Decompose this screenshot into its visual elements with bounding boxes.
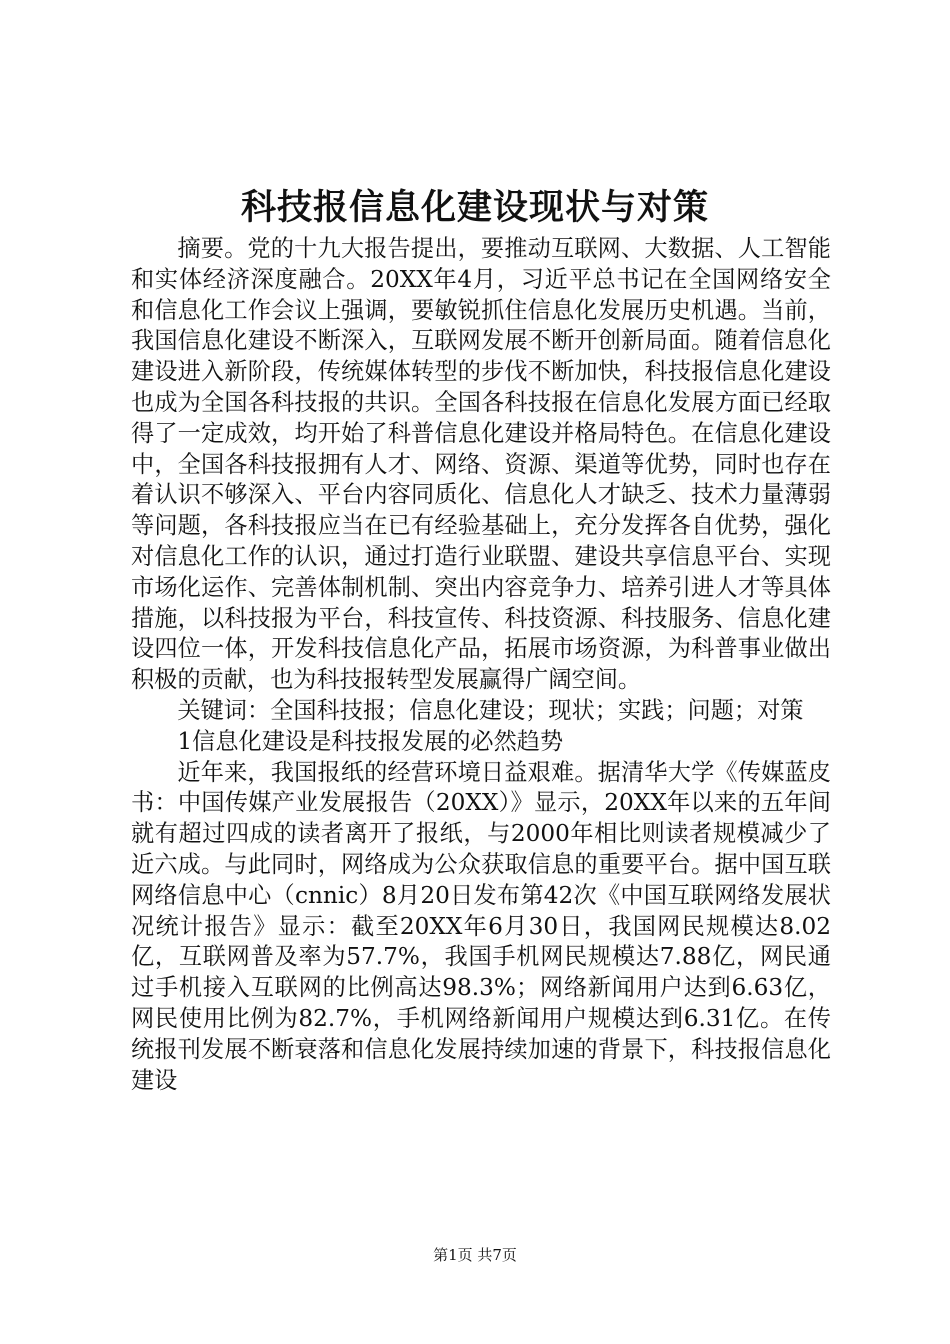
document-body	[131, 234, 831, 1096]
document-title: 科技报信息化建设现状与对策	[240, 187, 709, 228]
abstract-paragraph: 摘要。党的十九大报告提出，要推动互联网、大数据、人工智能和实体经济深度融合。20XX年4月，习近平总书记在全国网络安全和信息化工作会议上强调，要敏锐抓住信息化发展历史机遇。当前，我国信息化建设不断深入，互联网发展不断开创新局面。随着信息化建设进入新阶段，传统媒体转型的步伐不断加快，科技报信息化建设也成为全国各科技报的共识。全国各科技报在信息化发展方面已经取得了一定成效，均开始了科普信息化建设并格局特色。在信息化建设中，全国各科技报拥有人才、网络、资源、渠道等优势，同时也存在着认识不够深入、平台内容同质化、信息化人才缺乏、技术力量薄弱等问题，各科技报应当在已有经验基础上，充分发挥各自优势，强化对信息化工作的认识，通过打造行业联盟、建设共享信息平台、实现市场化运作、完善体制机制、突出内容竞争力、培养引进人才等具体措施，以科技报为平台，科技宣传、科技资源、科技服务、信息化建设四位一体，开发科技信息化产品，拓展市场资源，为科普事业做出积极的贡献，也为科技报转型发展赢得广阔空间。	[131, 235, 831, 694]
body-paragraph: 近年来，我国报纸的经营环境日益艰难。据清华大学《传媒蓝皮书：中国传媒产业发展报告（20XX）》显示，20XX年以来的五年间就有超过四成的读者离开了报纸，与2000年相比则读者规模减少了近六成。与此同时，网络成为公众获取信息的重要平台。据中国互联网络信息中心（cnnic）8月20日发布第42次《中国互联网络发展状况统计报告》显示：截至20XX年6月30日，我国网民规模达8.02亿，互联网普及率为57.7%，我国手机网民规模达7.88亿，网民通过手机接入互联网的比例高达98.3%；网络新闻用户达到6.63亿，网民使用比例为82.7%，手机网络新闻用户规模达到6.31亿。在传统报刊发展不断衰落和信息化发展持续加速的背景下，科技报信息化建设	[131, 758, 831, 1094]
page-footer: 第1页 共7页	[433, 1246, 517, 1264]
section-heading: 1信息化建设是科技报发展的必然趋势	[177, 727, 564, 755]
keywords-paragraph: 关键词：全国科技报；信息化建设；现状；实践；问题；对策	[177, 696, 804, 724]
